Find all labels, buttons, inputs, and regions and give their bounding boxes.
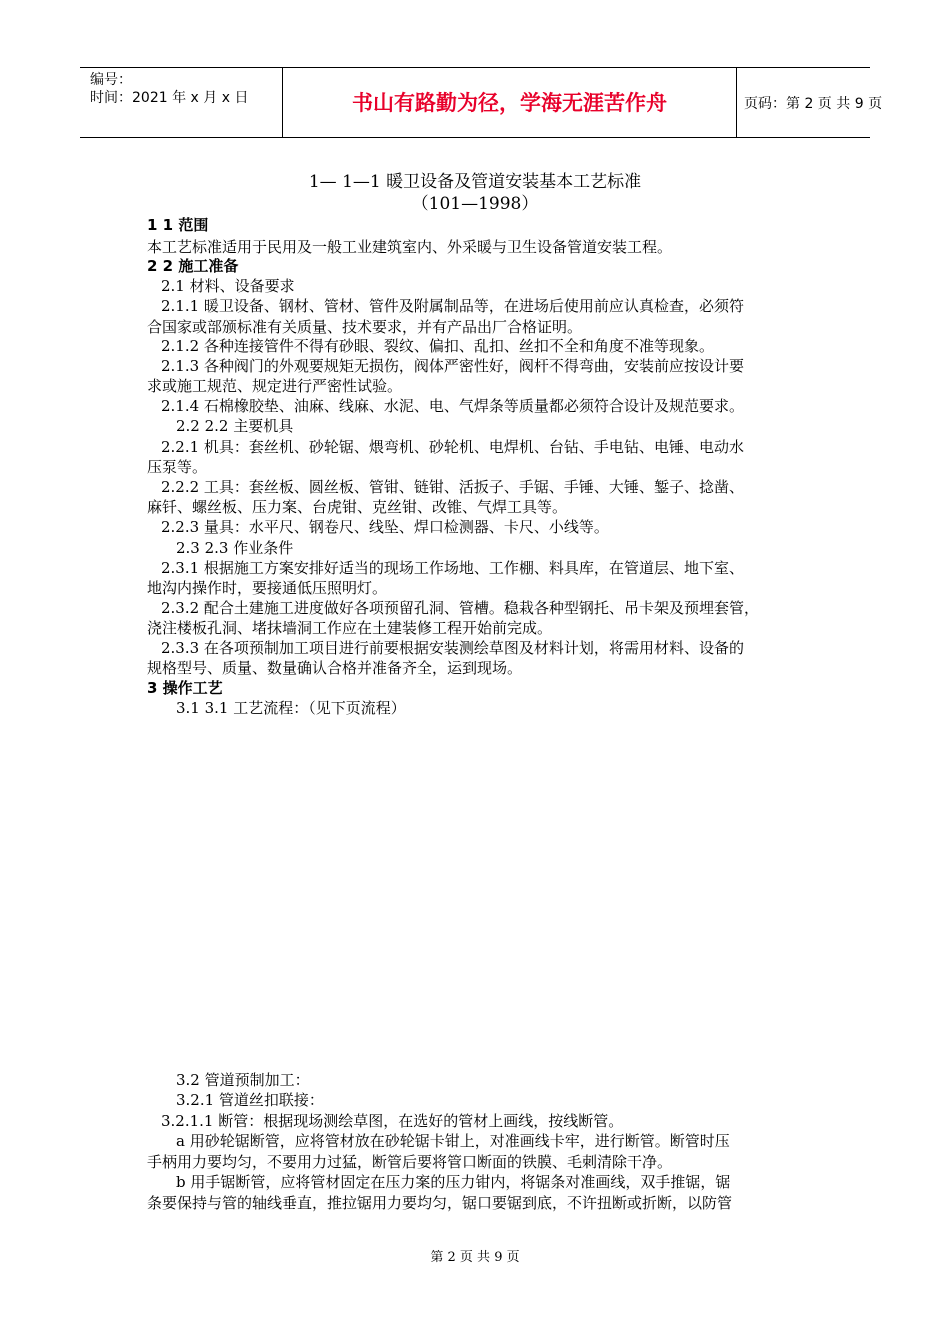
header-motto-cell <box>282 68 737 137</box>
paragraph-line: 2.3.2 配合土建施工进度做好各项预留孔洞、管槽。稳栽各种型钢托、吊卡架及预埋套管， <box>161 599 759 617</box>
document-title: 1— 1—1 暖卫设备及管道安装基本工艺标准 <box>308 172 642 192</box>
paragraph-line: 浇注楼板孔洞、堵抹墙洞工作应在土建装修工程开始前完成。 <box>147 619 553 637</box>
paragraph-line: 2.1.2 各种连接管件不得有砂眼、裂纹、偏扣、乱扣、丝扣不全和角度不准等现象。 <box>161 337 714 355</box>
paragraph-line: 本工艺标准适用于民用及一般工业建筑室内、外采暖与卫生设备管道安装工程。 <box>147 238 673 256</box>
paragraph-line: 2.3.3 在各项预制加工项目进行前要根据安装测绘草图及材料计划，将需用材料、设备的 <box>161 639 744 657</box>
paragraph-line: 压泵等。 <box>147 458 208 476</box>
paragraph-line: 2.2.3 量具：水平尺、钢卷尺、线坠、焊口检测器、卡尺、小线等。 <box>161 518 609 536</box>
paragraph-line: 规格型号、质量、数量确认合格并准备齐全，运到现场。 <box>147 659 523 677</box>
header-page-cell <box>736 68 883 137</box>
paragraph-line: 地沟内操作时，要接通低压照明灯。 <box>147 579 388 597</box>
document-date-label: 时间：2021 年 x 月 x 日 <box>90 90 249 106</box>
paragraph-line: 求或施工规范、规定进行严密性试验。 <box>147 377 403 395</box>
subsection-heading: 2.1 材料、设备要求 <box>161 277 295 295</box>
paragraph-line: 2.1.4 石棉橡胶垫、油麻、线麻、水泥、电、气焊条等质量都必须符合设计及规范要求。 <box>161 397 744 415</box>
header-meta-cell <box>80 68 282 137</box>
paragraph-line: 3.2.1.1 断管：根据现场测绘草图，在选好的管材上画线，按线断管。 <box>161 1112 624 1130</box>
paragraph-line: 条要保持与管的轴线垂直，推拉锯用力要均匀，锯口要锯到底，不许扭断或折断，以防管 <box>147 1194 733 1212</box>
paragraph-line: 手柄用力要均匀，不要用力过猛，断管后要将管口断面的铁膜、毛刺清除干净。 <box>147 1153 673 1171</box>
page-header <box>80 67 883 138</box>
paragraph-line: a 用砂轮锯断管，应将管材放在砂轮锯卡钳上，对准画线卡牢，进行断管。断管时压 <box>176 1132 730 1150</box>
paragraph-line: 合国家或部颁标准有关质量、技术要求，并有产品出厂合格证明。 <box>147 318 583 336</box>
subsection-heading: 3.2.1 管道丝扣联接： <box>176 1091 324 1109</box>
paragraph-line: 麻钎、螺丝板、压力案、台虎钳、克丝钳、改锥、气焊工具等。 <box>147 498 568 516</box>
section-3-heading: 3 操作工艺 <box>147 679 223 697</box>
paragraph-line: 2.1.3 各种阀门的外观要规矩无损伤，阀体严密性好，阀杆不得弯曲，安装前应按设计要 <box>161 357 744 375</box>
section-2-heading: 2 2 施工准备 <box>147 257 239 275</box>
paragraph-line: b 用手锯断管，应将管材固定在压力案的压力钳内，将锯条对准画线，双手推锯，锯 <box>176 1173 731 1191</box>
header-page-number: 页码：第 2 页 共 9 页 <box>744 96 883 112</box>
subsection-heading: 3.2 管道预制加工： <box>176 1071 310 1089</box>
document-number-label: 编号： <box>90 72 132 88</box>
document-subtitle: （101—1998） <box>411 194 539 214</box>
paragraph-line: 2.3.1 根据施工方案安排好适当的现场工作场地、工作棚、料具库，在管道层、地下室、 <box>161 559 744 577</box>
subsection-heading: 3.1 3.1 工艺流程：（见下页流程） <box>176 699 406 717</box>
subsection-heading: 2.3 2.3 作业条件 <box>176 539 294 557</box>
paragraph-line: 2.2.1 机具：套丝机、砂轮锯、煨弯机、砂轮机、电焊机、台钻、手电钻、电锤、电动水 <box>161 438 744 456</box>
paragraph-line: 2.1.1 暖卫设备、钢材、管材、管件及附属制品等，在进场后使用前应认真检查，必须符 <box>161 297 744 315</box>
header-motto: 书山有路勤为径，学海无涯苦作舟 <box>352 91 667 115</box>
page-footer: 第 2 页 共 9 页 <box>430 1250 520 1265</box>
paragraph-line: 2.2.2 工具：套丝板、圆丝板、管钳、链钳、活扳子、手锯、手锤、大锤、錾子、捻凿、 <box>161 478 744 496</box>
section-1-heading: 1 1 范围 <box>147 216 209 234</box>
subsection-heading: 2.2 2.2 主要机具 <box>176 417 294 435</box>
